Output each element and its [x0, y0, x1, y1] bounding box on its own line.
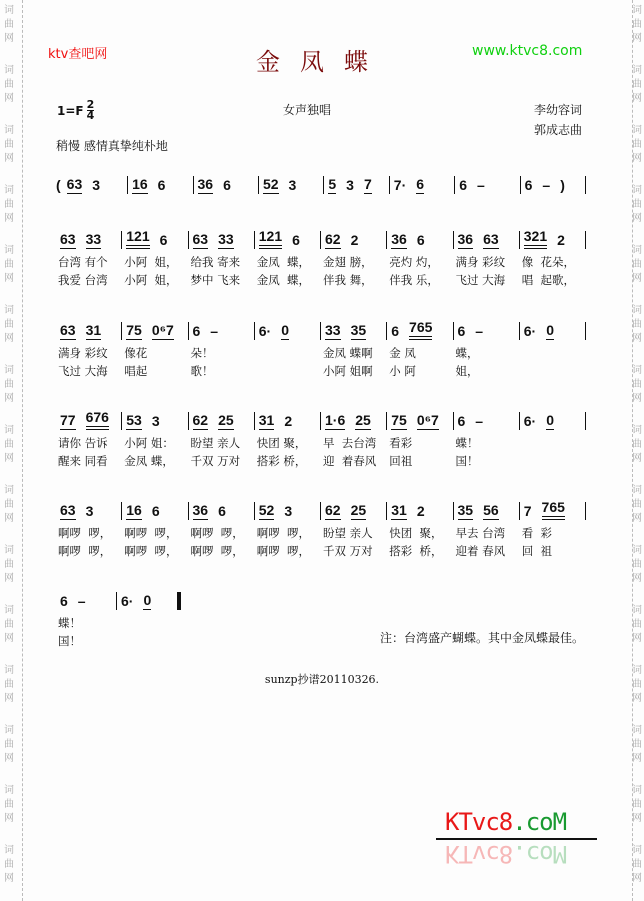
lyric-measure: 我爱 台湾: [58, 273, 108, 287]
lyric-measure: 蝶！: [58, 616, 81, 630]
watermark-text: 词 曲 网: [632, 365, 642, 404]
measure: [387, 412, 453, 430]
note-group: 36: [197, 176, 214, 192]
watermark-text: 词 曲 网: [632, 185, 642, 224]
measure: [56, 592, 117, 610]
note-group: 5: [328, 176, 337, 192]
measure: [520, 499, 586, 520]
lyric-measure: 快团 聚，: [256, 436, 307, 450]
measure: [255, 412, 321, 430]
note-group: 63: [66, 176, 83, 192]
measure: [390, 176, 455, 194]
note-group: 765: [409, 320, 432, 340]
watermark-text: 词 曲 网: [632, 665, 642, 704]
lyric-measure: 飞过 大海: [58, 364, 108, 378]
lyric-measure: 啊啰 啰，: [190, 544, 244, 558]
watermark-text: 词 曲 网: [4, 545, 14, 584]
lyric-measure: 梦中 飞来: [190, 273, 241, 287]
note-group: 6: [459, 177, 467, 193]
measure: [321, 231, 387, 249]
note-group: 6: [151, 503, 160, 519]
measure: [255, 228, 321, 249]
lyric-measure: 蝶，: [455, 346, 479, 360]
lyric-measure: 看彩: [389, 436, 413, 450]
measure: [122, 412, 188, 430]
watermark-text: 词 曲 网: [632, 305, 642, 344]
lyric-line-verse-1: [56, 614, 181, 632]
note-group: 0⁶7: [416, 412, 439, 428]
note-group: 2: [557, 232, 565, 248]
lyric-line-verse-1: [56, 344, 586, 362]
lyric-measure: 金凤 蝶，: [256, 273, 311, 287]
note-group: 75: [391, 412, 407, 428]
lyric-measure: 醒来 同看: [58, 454, 108, 468]
note-group: 121: [126, 229, 149, 249]
score-system: [56, 318, 586, 380]
measure: [189, 412, 255, 430]
note-group: 6: [218, 503, 226, 519]
lyric-line-verse-1: [56, 253, 586, 271]
measure: [194, 176, 259, 194]
note-group: 0: [546, 412, 554, 428]
lyric-measure: 迎着 春风: [455, 544, 506, 558]
lyric-measure: 满身 彩纹: [58, 346, 108, 360]
note-group: 765: [542, 500, 565, 520]
note-group: 31: [258, 412, 275, 428]
note-group: 33: [325, 322, 341, 338]
lyricist: 李幼容词: [534, 103, 583, 117]
lyric-line-verse-2: [56, 632, 181, 650]
note-group: 56: [483, 502, 499, 518]
lyric-measure: 小阿 姐，: [124, 273, 178, 287]
measure: [324, 176, 389, 194]
watermark-text: 词 曲 网: [632, 785, 642, 824]
lyric-measure: 像花: [124, 346, 148, 360]
note-group: 75: [126, 322, 142, 338]
measure: [122, 322, 188, 340]
note-group: 16: [126, 502, 142, 518]
performer: 女声独唱: [283, 103, 332, 117]
measure: [56, 231, 122, 249]
footnote: 注：台湾盛产蝴蝶。其中金凤蝶最佳。: [380, 631, 585, 645]
lyric-line-verse-2: [56, 452, 586, 470]
notation-line: [56, 227, 586, 249]
note-group: 62: [325, 231, 341, 247]
note-group: 25: [350, 502, 367, 518]
lyric-measure: 回祖: [389, 454, 413, 468]
note-group: 3: [92, 177, 101, 193]
note-group: 16: [132, 176, 148, 192]
note-group: 6: [157, 177, 166, 193]
lyric-measure: 盼望 亲人: [190, 436, 241, 450]
note-group: 63: [60, 322, 76, 338]
lyric-measure: 满身 彩纹: [455, 255, 506, 269]
lyric-measure: 看 彩: [521, 526, 553, 540]
measure: [255, 502, 321, 520]
score-system: [56, 588, 181, 650]
note-group: 6: [416, 176, 425, 192]
note-group: ): [560, 177, 565, 193]
note-group: 6: [391, 323, 400, 339]
lyric-measure: 唱起: [124, 364, 148, 378]
tempo-marking: 稍慢 感情真挚纯朴地: [56, 139, 168, 153]
lyric-measure: 小阿 姐，: [124, 255, 178, 269]
measure: [454, 322, 520, 340]
lyric-measure: 歌！: [190, 364, 214, 378]
note-group: 121: [259, 229, 282, 249]
measure: [189, 502, 255, 520]
note-group: 3: [346, 177, 354, 193]
lyric-line-verse-1: [56, 524, 586, 542]
note-group: –: [477, 177, 485, 193]
watermark-text: 词 曲 网: [4, 425, 14, 464]
watermark-text: 词 曲 网: [4, 185, 14, 224]
watermark-text: 词 曲 网: [632, 605, 642, 644]
note-group: 0: [143, 592, 152, 608]
score-system: [56, 498, 586, 560]
lyric-measure: 迎 着春风: [323, 454, 377, 468]
measure: [189, 322, 255, 340]
logo-reflection: KTvc8.coM: [445, 840, 567, 868]
score-system: [56, 227, 586, 289]
lyric-measure: 搭彩 桥，: [389, 544, 443, 558]
composer: 郭成志曲: [534, 123, 583, 137]
note-group: 63: [192, 231, 209, 247]
notation-line: [56, 588, 181, 610]
note-group: 6·: [523, 323, 537, 339]
time-bottom: 4: [86, 109, 95, 122]
note-group: –: [542, 177, 551, 193]
note-group: 6: [159, 232, 168, 248]
lyric-measure: 啊啰 啰，: [124, 526, 178, 540]
note-group: 63: [60, 502, 76, 518]
measure: [454, 502, 520, 520]
note-group: 7: [523, 503, 532, 519]
watermark-text: 词 曲 网: [4, 5, 14, 44]
watermark-text: 词 曲 网: [632, 425, 642, 464]
lyric-measure: 请你 告诉: [58, 436, 108, 450]
note-group: 6·: [121, 593, 134, 609]
watermark-text: 词 曲 网: [4, 605, 14, 644]
note-group: 3: [288, 177, 297, 193]
key-label: 1=F: [57, 103, 84, 118]
lyric-measure: 蝶！: [455, 436, 479, 450]
measure: [56, 322, 122, 340]
notation-line: [56, 498, 586, 520]
note-group: 6·: [523, 413, 537, 429]
lyric-measure: 千双 万对: [190, 454, 241, 468]
note-group: 6: [524, 177, 533, 193]
note-group: 0⁶7: [151, 322, 174, 338]
time-signature: [87, 100, 95, 121]
lyric-measure: 啊啰 啰，: [256, 544, 311, 558]
note-group: 52: [262, 176, 279, 192]
note-group: 0: [546, 322, 554, 338]
note-group: 33: [85, 231, 102, 247]
note-group: 676: [86, 410, 109, 430]
measure: [387, 502, 453, 520]
lyric-measure: 金凤 蝶，: [256, 255, 311, 269]
watermark-text: 词 曲 网: [632, 245, 642, 284]
measure: [387, 231, 453, 249]
lyric-measure: 搭彩 桥，: [256, 454, 307, 468]
notation-line: [56, 172, 586, 194]
lyric-measure: 金 凤: [389, 346, 416, 360]
transcriber-credit: sunzp抄谱20110326.: [264, 673, 380, 686]
watermark-text: 词 曲 网: [632, 5, 642, 44]
lyric-line-verse-1: [56, 434, 586, 452]
lyric-measure: 像 花朵，: [521, 255, 576, 269]
measure: [117, 592, 181, 610]
lyric-measure: 金凤 蝶啊: [323, 346, 373, 360]
note-group: 62: [192, 412, 209, 428]
note-group: 3: [284, 503, 293, 519]
score-system: [56, 172, 586, 194]
watermark-text: 词 曲 网: [4, 785, 14, 824]
note-group: 35: [350, 322, 367, 338]
lyric-measure: 唱 起歌，: [521, 273, 576, 287]
lyric-measure: 回 祖: [521, 544, 553, 558]
note-group: 3: [85, 503, 94, 519]
watermark-text: 词 曲 网: [4, 665, 14, 704]
watermark-text: 词 曲 网: [632, 725, 642, 764]
lyric-measure: 小阿 姐：: [124, 436, 174, 450]
lyric-measure: 飞过 大海: [455, 273, 506, 287]
watermark-text: 词 曲 网: [4, 125, 14, 164]
lyric-line-verse-2: [56, 271, 586, 289]
lyric-measure: 啊啰 啰，: [256, 526, 311, 540]
note-group: 6: [457, 323, 466, 339]
lyric-measure: 啊啰 啰，: [58, 526, 112, 540]
watermark-text: 词 曲 网: [632, 65, 642, 104]
note-group: 0: [281, 322, 289, 338]
note-group: 6: [192, 323, 201, 339]
lyric-measure: 国！: [455, 454, 479, 468]
watermark-text: 词 曲 网: [4, 725, 14, 764]
watermark-text: 词 曲 网: [4, 485, 14, 524]
measure: [189, 231, 255, 249]
lyric-line-verse-2: [56, 542, 586, 560]
note-group: 2: [416, 503, 425, 519]
watermark-text: 词 曲 网: [4, 365, 14, 404]
note-group: –: [210, 323, 219, 339]
note-group: 77: [60, 412, 76, 428]
lyric-measure: 伴我 乐，: [389, 273, 439, 287]
measure: [321, 412, 387, 430]
measure: [520, 412, 586, 430]
watermark-text: 词 曲 网: [4, 845, 14, 884]
lyric-measure: 伴我 舞，: [323, 273, 373, 287]
note-group: 25: [218, 412, 234, 428]
note-group: 36: [391, 231, 407, 247]
lyric-measure: 金翅 膀，: [323, 255, 373, 269]
notation-line: [56, 318, 586, 340]
site-url-right[interactable]: www.ktvc8.com: [472, 43, 583, 59]
measure: [455, 176, 520, 194]
note-group: 6·: [258, 323, 272, 339]
note-group: 63: [483, 231, 499, 247]
note-group: 6: [60, 593, 68, 609]
note-group: 35: [457, 502, 474, 518]
lyric-measure: 早去 台湾: [455, 526, 506, 540]
song-title: 金凤蝶: [256, 48, 388, 76]
score-system: [56, 408, 586, 470]
time-top: 2: [86, 98, 95, 111]
measure: [321, 322, 387, 340]
lyric-measure: 姐，: [455, 364, 479, 378]
measure: [56, 502, 122, 520]
note-group: 7·: [393, 177, 407, 193]
note-group: 63: [60, 231, 76, 247]
measure: [255, 322, 321, 340]
note-group: 6: [292, 232, 300, 248]
note-group: 52: [258, 502, 275, 518]
measure: [321, 502, 387, 520]
lyric-measure: 金凤 蝶，: [124, 454, 174, 468]
lyric-measure: 快团 聚，: [389, 526, 443, 540]
notation-line: [56, 408, 586, 430]
lyric-measure: 千双 万对: [323, 544, 373, 558]
note-group: 6: [416, 232, 425, 248]
site-name-left[interactable]: ktv查吧网: [48, 47, 108, 62]
watermark-text: 词 曲 网: [632, 125, 642, 164]
watermark-text: 词 曲 网: [4, 65, 14, 104]
note-group: 6: [457, 413, 466, 429]
note-group: 31: [85, 322, 102, 338]
measure: [259, 176, 324, 194]
note-group: 31: [391, 502, 407, 518]
measure: [520, 322, 586, 340]
note-group: 53: [126, 412, 142, 428]
measure: [56, 409, 122, 430]
lyric-measure: 台湾 有个: [58, 255, 108, 269]
note-group: 3: [151, 413, 160, 429]
left-margin-line: [22, 0, 23, 901]
lyric-measure: 国！: [58, 634, 81, 648]
note-group: –: [475, 323, 484, 339]
measure: [454, 231, 520, 249]
paren-open: (: [56, 177, 61, 193]
lyric-measure: 啊啰 啰，: [58, 544, 112, 558]
lyric-measure: 早 去台湾: [323, 436, 377, 450]
key-signature: [57, 100, 94, 121]
measure: [521, 176, 586, 194]
lyric-measure: 给我 寄来: [190, 255, 241, 269]
lyric-measure: 小阿 姐啊: [323, 364, 373, 378]
measure: [122, 228, 188, 249]
watermark-text: 词 曲 网: [632, 485, 642, 524]
note-group: 36: [457, 231, 474, 247]
lyric-measure: 啊啰 啰，: [190, 526, 244, 540]
lyric-line-verse-2: [56, 362, 586, 380]
lyric-measure: 亮灼 灼，: [389, 255, 439, 269]
note-group: 6: [223, 177, 231, 193]
measure: [520, 228, 586, 249]
note-group: 62: [325, 502, 341, 518]
watermark-text: 词 曲 网: [632, 545, 642, 584]
lyric-measure: 小 阿: [389, 364, 416, 378]
note-group: –: [475, 413, 484, 429]
watermark-text: 词 曲 网: [632, 845, 642, 884]
watermark-text: 词 曲 网: [4, 305, 14, 344]
ktvc8-logo[interactable]: KTvc8.coM: [445, 808, 567, 836]
lyric-measure: 朵！: [190, 346, 214, 360]
lyric-measure: 盼望 亲人: [323, 526, 373, 540]
measure: [454, 412, 520, 430]
note-group: 7: [363, 176, 372, 192]
note-group: –: [77, 593, 86, 609]
measure: [122, 502, 188, 520]
note-group: 1·6: [325, 412, 346, 428]
note-group: 2: [350, 232, 359, 248]
note-group: 321: [524, 229, 547, 249]
measure: [387, 319, 453, 340]
lyric-measure: 啊啰 啰，: [124, 544, 178, 558]
note-group: 2: [284, 413, 293, 429]
note-group: 36: [192, 502, 209, 518]
measure: [63, 176, 128, 194]
note-group: 25: [355, 412, 371, 428]
note-group: 33: [218, 231, 234, 247]
measure: [128, 176, 193, 194]
watermark-text: 词 曲 网: [4, 245, 14, 284]
